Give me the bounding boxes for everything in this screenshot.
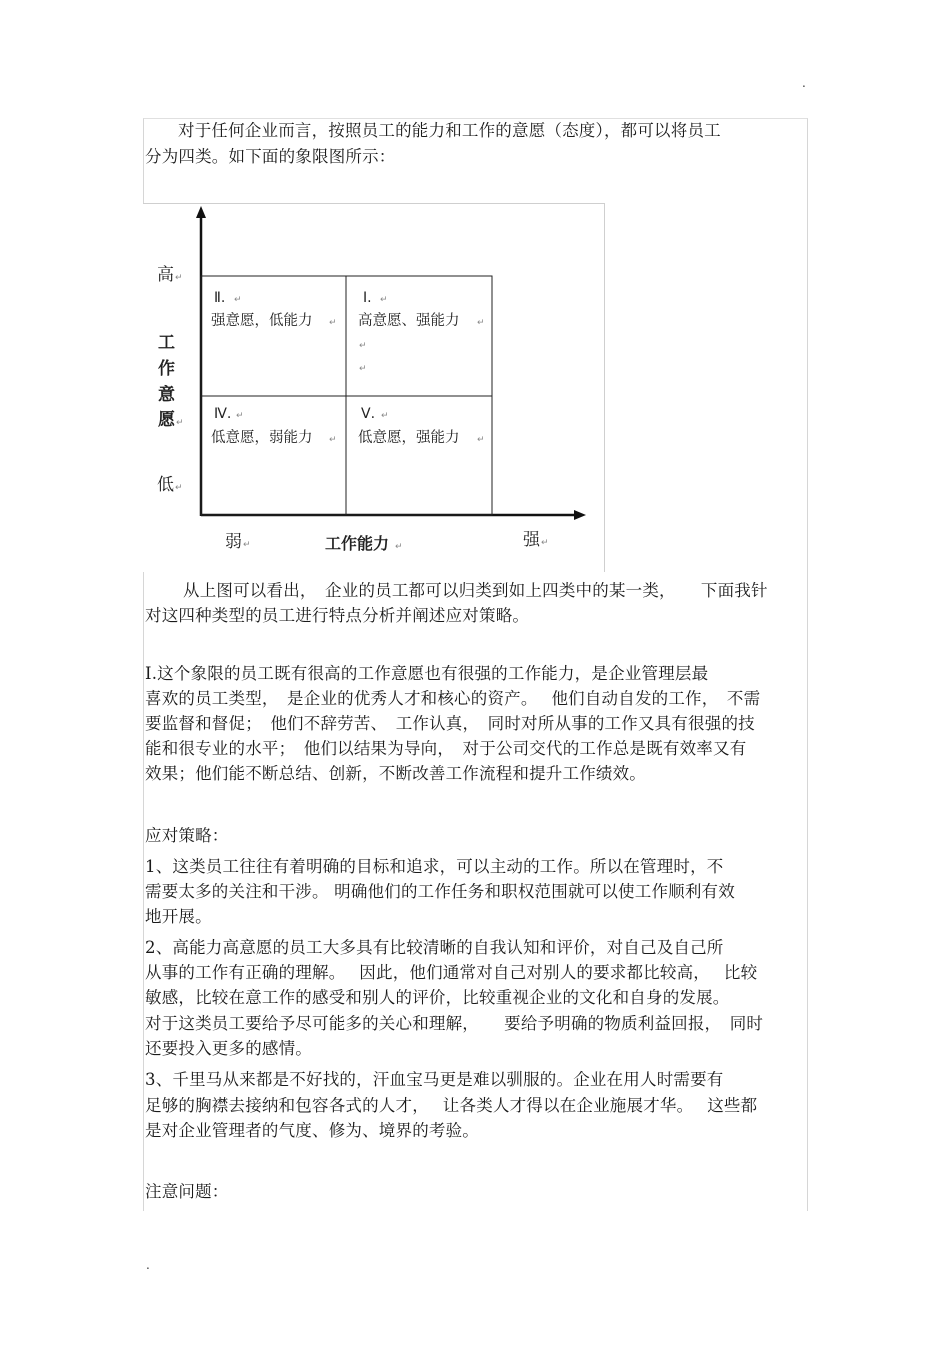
quadrant1-line-4: 能和很专业的水平； 他们以结果为导向， 对于公司交代的工作总是既有效率又有 (145, 739, 747, 758)
strategy-item3-line-2: 足够的胸襟去接纳和包容各式的人才， 让各类人才得以在企业施展才华。 这些都 (145, 1096, 758, 1115)
quadrant-1-desc: 高意愿、强能力 (358, 313, 460, 329)
return-mark: ↵ (175, 483, 183, 493)
quadrant-5-desc: 低意愿，强能力 (358, 430, 460, 446)
y-axis-low-label: 低 (157, 475, 174, 495)
strategy-item1-line-3: 地开展。 (145, 907, 212, 926)
return-mark: ↵ (541, 538, 549, 548)
strategy-item3-line-3: 是对企业管理者的气度、修为、境界的考验。 (145, 1121, 479, 1140)
notes-heading: 注意问题： (145, 1182, 229, 1201)
quadrant-4-desc: 低意愿，弱能力 (211, 430, 313, 446)
intro-line-1: 对于任何企业而言，按照员工的能力和工作的意愿（态度），都可以将员工 (178, 121, 721, 140)
return-mark: ↵ (176, 418, 184, 428)
return-mark: ↵ (477, 435, 485, 445)
return-mark: ↵ (381, 411, 389, 421)
y-axis-high-label: 高 (157, 265, 174, 285)
quadrant-4-numeral: Ⅳ. (214, 406, 232, 422)
return-mark: ↵ (329, 318, 337, 328)
analysis-line-2: 对这四种类型的员工进行特点分析并阐述应对策略。 (145, 606, 530, 625)
strategy-heading: 应对策略： (145, 826, 229, 845)
page-mark-bottom: . (146, 1258, 150, 1272)
quadrant-5-numeral: Ⅴ. (361, 406, 376, 422)
strategy-item1-line-1: 1、这类员工往往有着明确的目标和追求，可以主动的工作。所以在管理时，不 (145, 857, 724, 876)
intro-line-2: 分为四类。如下面的象限图所示： (145, 147, 396, 166)
return-mark: ↵ (234, 295, 242, 305)
x-axis-strong-label: 强 (523, 530, 540, 550)
return-mark: ↵ (359, 364, 367, 374)
y-axis-label-char-1: 工 (158, 333, 175, 353)
strategy-item2-line-2: 从事的工作有正确的理解。 因此，他们通常对自己对别人的要求都比较高， 比较 (145, 963, 758, 982)
strategy-item2-line-1: 2、高能力高意愿的员工大多具有比较清晰的自我认知和评价，对自己及自己所 (145, 938, 724, 957)
return-mark: ↵ (395, 542, 403, 552)
quadrant-chart (143, 203, 605, 572)
quadrant-chart-svg (143, 204, 604, 572)
return-mark: ↵ (359, 341, 367, 351)
quadrant-2-numeral: Ⅱ. (214, 290, 226, 306)
return-mark: ↵ (175, 273, 183, 283)
strategy-item2-line-3: 敏感，比较在意工作的感受和别人的评价，比较重视企业的文化和自身的发展。 (145, 988, 730, 1007)
x-axis-arrow (574, 510, 586, 520)
return-mark: ↵ (477, 318, 485, 328)
quadrant1-line-2: 喜欢的员工类型， 是企业的优秀人才和核心的资产。 他们自动自发的工作， 不需 (145, 689, 761, 708)
y-axis-label-char-4: 愿 (158, 410, 175, 430)
x-axis-weak-label: 弱 (225, 532, 242, 552)
return-mark: ↵ (236, 411, 244, 421)
quadrant1-line-3: 要监督和督促； 他们不辞劳苦、 工作认真， 同时对所从事的工作又具有很强的技 (145, 714, 755, 733)
quadrant1-line-5: 效果；他们能不断总结、创新，不断改善工作流程和提升工作绩效。 (145, 764, 646, 783)
strategy-item2-line-5: 还要投入更多的感情。 (145, 1039, 312, 1058)
return-mark: ↵ (329, 435, 337, 445)
analysis-line-1: 从上图可以看出， 企业的员工都可以归类到如上四类中的某一类， 下面我针 (183, 581, 768, 600)
page-mark-top: . (802, 76, 806, 90)
return-mark: ↵ (380, 295, 388, 305)
strategy-item1-line-2: 需要太多的关注和干涉。 明确他们的工作任务和职权范围就可以使工作顺利有效 (145, 882, 735, 901)
y-axis-label-char-2: 作 (158, 359, 175, 379)
return-mark: ↵ (243, 540, 251, 550)
x-axis-label: 工作能力 (325, 534, 390, 553)
quadrant-1-numeral: Ⅰ. (363, 290, 372, 306)
y-axis-arrow (196, 206, 206, 218)
strategy-item2-line-4: 对于这类员工要给予尽可能多的关心和理解， 要给予明确的物质利益回报， 同时 (145, 1014, 764, 1033)
quadrant-2-desc: 强意愿，低能力 (211, 313, 313, 329)
quadrant1-line-1: Ⅰ.这个象限的员工既有很高的工作意愿也有很强的工作能力，是企业管理层最 (145, 664, 709, 683)
strategy-item3-line-1: 3、千里马从来都是不好找的，汗血宝马更是难以驯服的。企业在用人时需要有 (145, 1070, 724, 1089)
y-axis-label-char-3: 意 (158, 385, 175, 405)
